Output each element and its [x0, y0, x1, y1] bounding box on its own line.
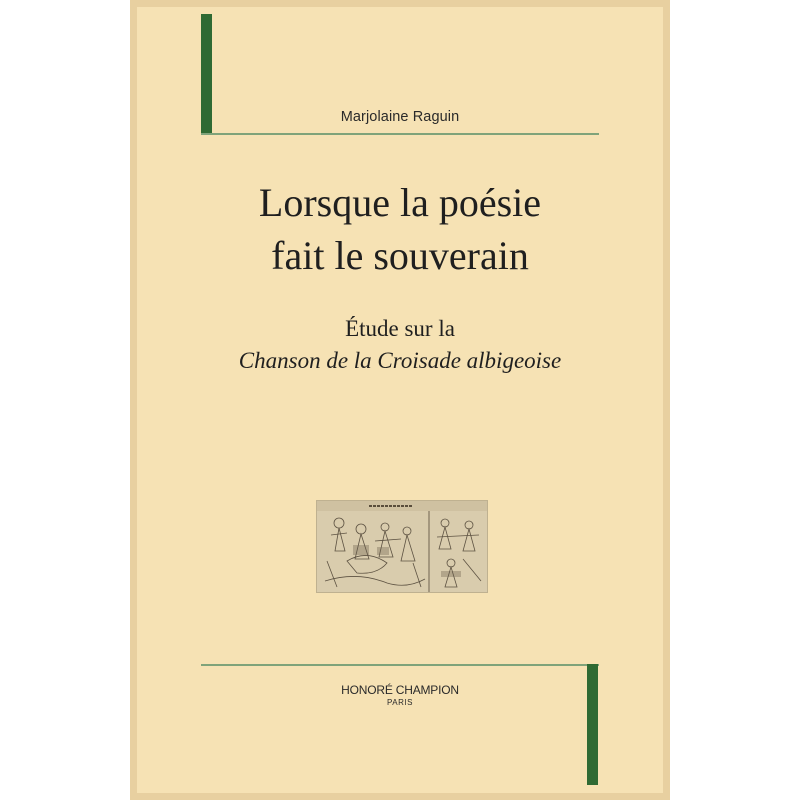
manuscript-drawing-icon: [316, 500, 488, 593]
bottom-green-bar: [587, 664, 598, 785]
publisher-name: HONORÉ CHAMPION: [341, 683, 459, 697]
publisher-city: PARIS: [387, 698, 413, 707]
author-name: Marjolaine Raguin: [340, 109, 460, 125]
subtitle-line-2: Chanson de la Croisade albigeoise: [238, 348, 562, 373]
manuscript-illustration: [317, 501, 487, 592]
title-line-2: fait le souverain: [271, 233, 529, 278]
subtitle-line-1: Étude sur la: [345, 316, 455, 341]
book-title: [170, 176, 630, 282]
book-subtitle: [170, 313, 630, 377]
title-line-1: Lorsque la poésie: [258, 180, 542, 225]
top-green-bar: [201, 14, 212, 135]
top-divider-rule: [201, 133, 599, 135]
bottom-divider-rule: [201, 664, 599, 666]
